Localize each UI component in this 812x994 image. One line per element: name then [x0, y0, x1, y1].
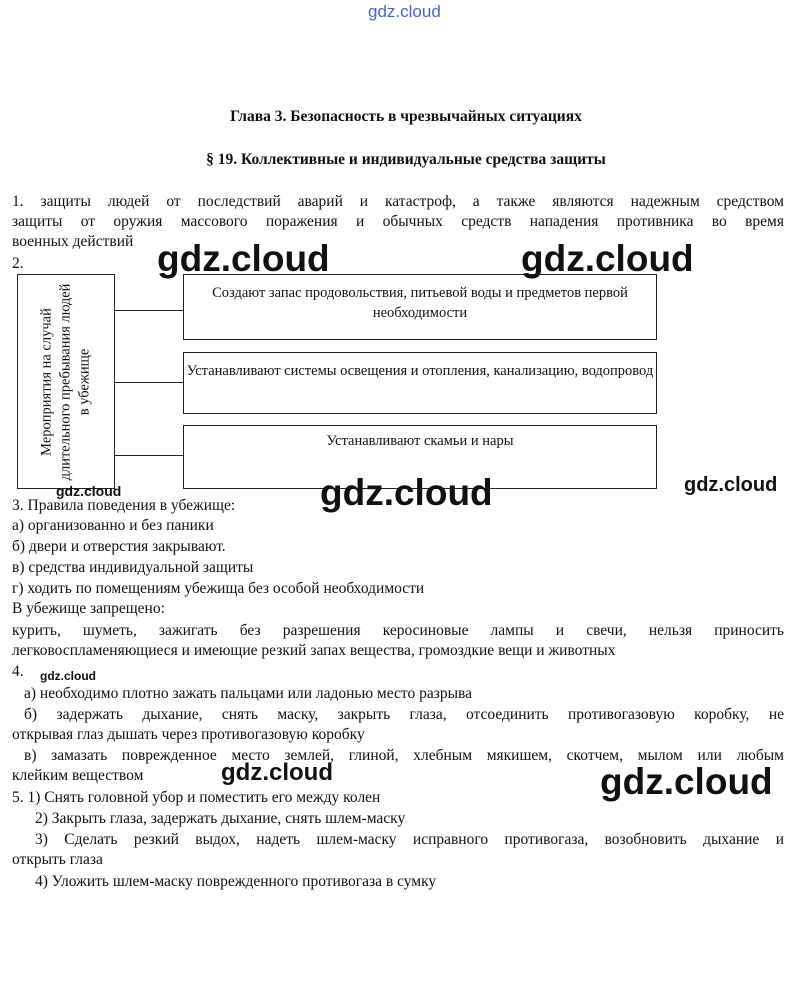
forbidden-line-1: курить, шуметь, зажигать без разрешения керосиновые лампы и свечи, нельзя приносить	[12, 622, 784, 639]
answer-5-step-4: 4) Уложить шлем-маску поврежденного противогаза в сумку	[35, 873, 437, 890]
section-title: § 19. Коллективные и индивидуальные средства защиты	[206, 151, 606, 168]
watermark: gdz.cloud	[56, 483, 122, 499]
diagram-root-box	[17, 274, 115, 489]
answer-5-step-2: 2) Закрыть глаза, задержать дыхание, снять шлем-маску	[35, 810, 406, 827]
diagram-item-box	[183, 352, 657, 414]
diagram-connector	[115, 310, 183, 311]
diagram-item-box	[183, 274, 657, 340]
watermark: gdz.cloud	[221, 759, 333, 786]
diagram-item-label: Устанавливают скамьи и нары	[326, 433, 514, 449]
answer-1-line-2: защиты от оружия массового поражения и обычных средств нападения противника во время	[12, 213, 784, 230]
watermark: gdz.cloud	[521, 238, 694, 279]
chapter-title: Глава 3. Безопасность в чрезвычайных ситуациях	[230, 108, 582, 125]
answer-5-step-3-line-2: открыть глаза	[12, 851, 103, 868]
diagram-item-label: Создают запас продовольствия, питьевой воды и предметов первой необходимости	[212, 285, 628, 321]
answer-5-step-3-line-1: 3) Сделать резкий выдох, надеть шлем-маску исправного противогаза, возобновить дыхание и	[35, 831, 784, 848]
forbidden-heading: В убежище запрещено:	[12, 600, 165, 617]
answer-3-item: а) организованно и без паники	[12, 517, 214, 534]
answer-2-number: 2.	[12, 255, 24, 272]
answer-4-item-b-line-1: б) задержать дыхание, снять маску, закрыть глаза, отсоединить противогазовую коробку, не	[24, 706, 784, 723]
answer-1-line-3: военных действий	[12, 233, 134, 250]
answer-4-item-a: а) необходимо плотно зажать пальцами или ладонью место разрыва	[24, 685, 472, 702]
forbidden-line-2: легковоспламеняющиеся и имеющие резкий запах вещества, громоздкие вещи и животных	[12, 642, 616, 659]
answer-4-item-c-line-2: клейким веществом	[12, 767, 144, 784]
answer-3-item: б) двери и отверстия закрывают.	[12, 538, 226, 555]
watermark: gdz.cloud	[684, 474, 778, 496]
watermark: gdz.cloud	[320, 472, 493, 513]
answer-5-step-1: 5. 1) Снять головной убор и поместить его между колен	[12, 789, 381, 806]
diagram-connector	[115, 382, 183, 383]
diagram-connector	[115, 455, 183, 456]
watermark: gdz.cloud	[157, 238, 330, 279]
answer-1-line-1: 1. защиты людей от последствий аварий и катастроф, а также являются надежным средством	[12, 193, 784, 210]
answer-3-item: в) средства индивидуальной защиты	[12, 559, 254, 576]
answer-3-heading: 3. Правила поведения в убежище:	[12, 497, 236, 514]
diagram-item-label: Устанавливают системы освещения и отопления, канализацию, водопровод	[186, 363, 654, 379]
watermark: gdz.cloud	[600, 761, 773, 802]
answer-3-item: г) ходить по помещениям убежища без особой необходимости	[12, 580, 425, 597]
diagram-root-label: Мероприятия на случай длительного пребывания людей в убежище	[38, 283, 93, 480]
answer-4-item-b-line-2: открывая глаз дышать через противогазовую коробку	[12, 726, 365, 743]
answer-4-number: 4.	[12, 663, 24, 680]
watermark: gdz.cloud	[368, 2, 441, 21]
watermark: gdz.cloud	[40, 669, 96, 683]
answer-4-item-c-line-1: в) замазать поврежденное место землей, глиной, хлебным мякишем, скотчем, мылом или любым	[24, 747, 784, 764]
